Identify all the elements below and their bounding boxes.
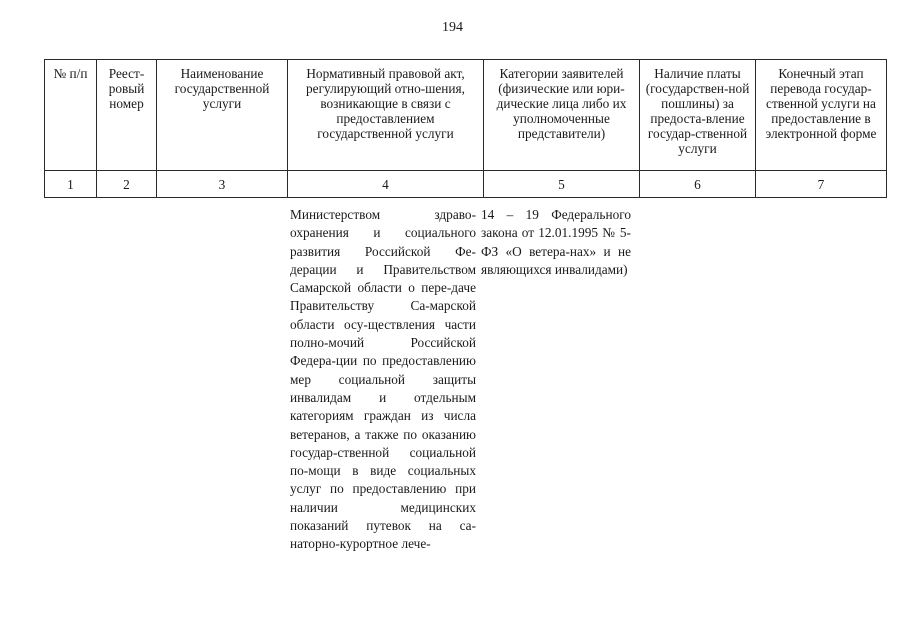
- header-legal-act: Нормативный правовой акт, регулирующий отно-шения, возникающие в связи с предоставлением государственной услуги: [288, 60, 484, 171]
- column-number-row: [45, 171, 887, 198]
- header-fee: Наличие платы (государствен-ной пошлины) за предоста-вление государ-ственной услуги: [640, 60, 756, 171]
- header-row: [45, 60, 887, 171]
- column-number: 3: [157, 171, 288, 198]
- applicant-categories-continuation: 14 – 19 Федерального закона от 12.01.1995 № 5-ФЗ «О ветера-нах» и не являющихся инвалидами): [481, 207, 631, 277]
- column-number: 5: [484, 171, 640, 198]
- legal-act-continuation: Министерством здраво-охранения и социального развития Российской Фе-дерации и Правительством Самарской области о пере-даче Правительству Са-марской области осу-ществления части полно-мочий Российской Федера-ции по предоставлению мер социальной защиты инвалидам и отдельным категориям граждан из числа ветеранов, а также по оказанию государ-ственной социальной по-мощи в виде социальных услуг по предоставлению при наличии медицинских показаний путевок на са-наторно-курортное лече-: [290, 207, 476, 552]
- column-number: 4: [288, 171, 484, 198]
- header-final-stage: Конечный этап перевода государ-ственной услуги на предоставление в электронной форме: [756, 60, 887, 171]
- column-number: 7: [756, 171, 887, 198]
- page-number: 194: [442, 20, 463, 35]
- column-number: 6: [640, 171, 756, 198]
- column-number: 2: [97, 171, 157, 198]
- header-applicant-categories: Категории заявителей (физические или юри-дические лица либо их уполномоченные представители): [484, 60, 640, 171]
- header-number: № п/п: [45, 60, 97, 171]
- header-service-name: Наименование государственной услуги: [157, 60, 288, 171]
- column-number: 1: [45, 171, 97, 198]
- services-table: [44, 59, 887, 198]
- header-registry-number: Реест-ровый номер: [97, 60, 157, 171]
